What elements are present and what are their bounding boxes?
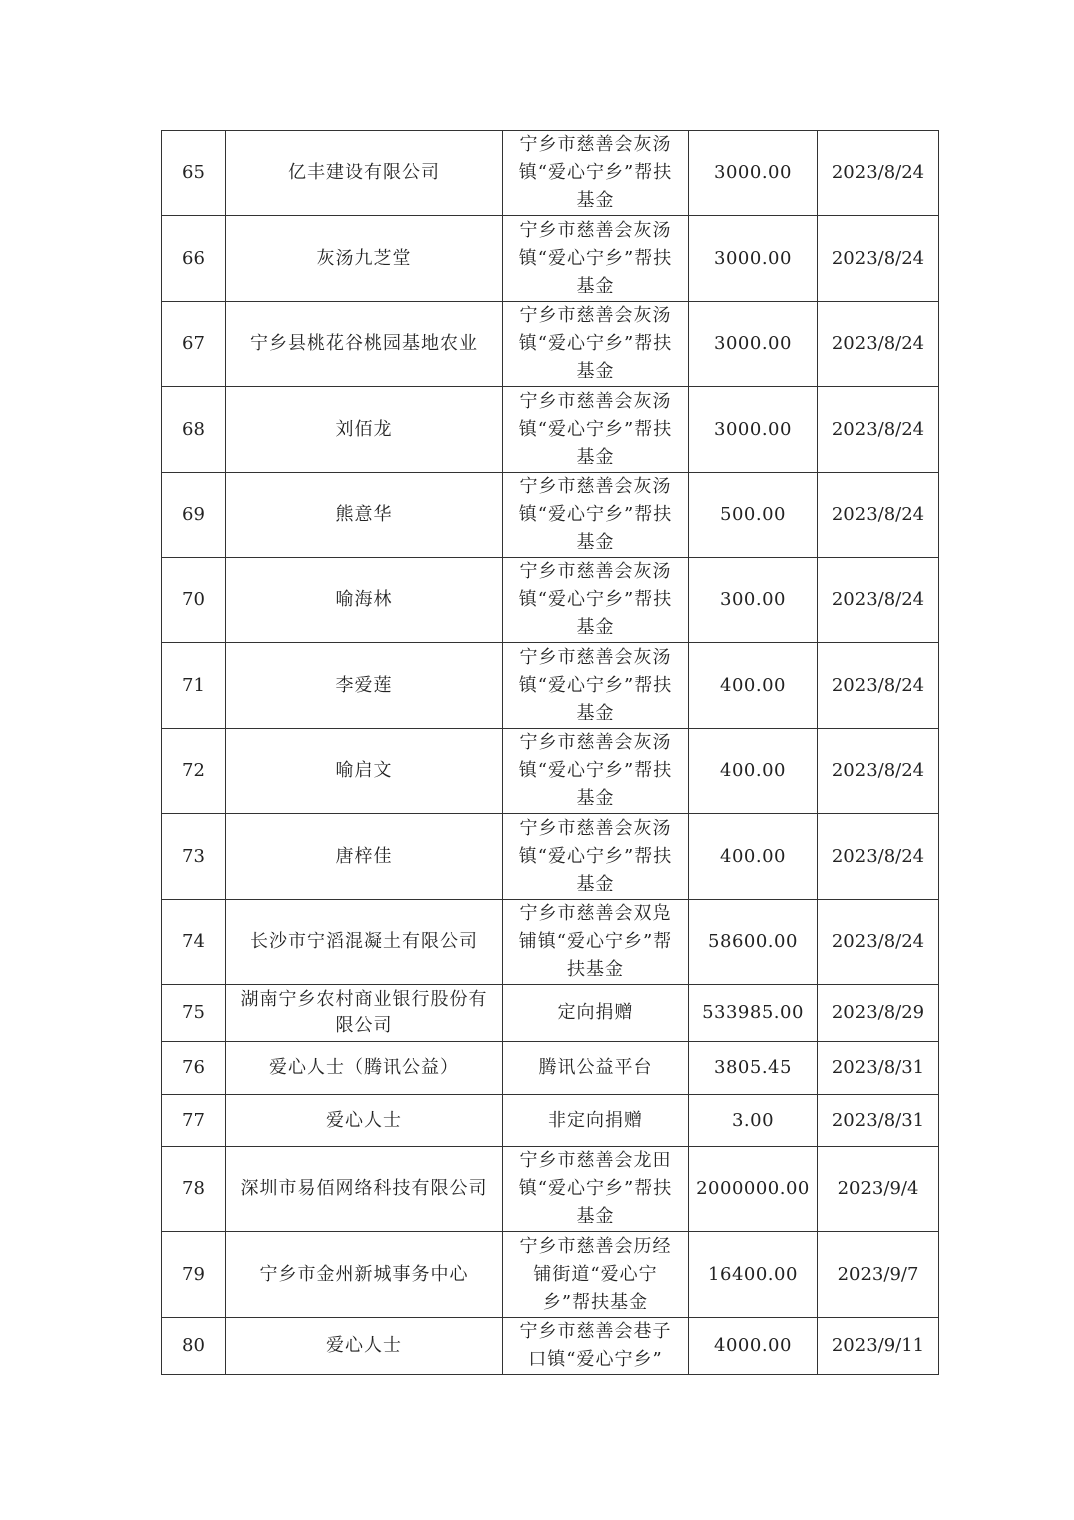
donation-purpose: 非定向捐赠 bbox=[503, 1095, 689, 1147]
donation-date: 2023/8/24 bbox=[818, 814, 939, 900]
donation-amount: 400.00 bbox=[689, 643, 818, 729]
row-number: 73 bbox=[162, 814, 226, 900]
donation-purpose: 宁乡市慈善会灰汤镇“爱心宁乡”帮扶基金 bbox=[503, 216, 689, 302]
donation-amount: 3000.00 bbox=[689, 131, 818, 216]
row-number: 74 bbox=[162, 900, 226, 985]
donor-name: 爱心人士 bbox=[226, 1318, 503, 1375]
donor-name: 熊意华 bbox=[226, 473, 503, 558]
donor-name: 爱心人士（腾讯公益） bbox=[226, 1042, 503, 1095]
row-number: 68 bbox=[162, 387, 226, 473]
donation-amount: 16400.00 bbox=[689, 1232, 818, 1318]
donation-amount: 300.00 bbox=[689, 558, 818, 643]
donor-name: 亿丰建设有限公司 bbox=[226, 131, 503, 216]
table-row bbox=[162, 302, 939, 387]
table-row bbox=[162, 900, 939, 985]
row-number: 80 bbox=[162, 1318, 226, 1375]
donation-purpose: 宁乡市慈善会灰汤镇“爱心宁乡”帮扶基金 bbox=[503, 729, 689, 814]
row-number: 67 bbox=[162, 302, 226, 387]
donation-amount: 4000.00 bbox=[689, 1318, 818, 1375]
donor-name: 灰汤九芝堂 bbox=[226, 216, 503, 302]
donation-amount: 3000.00 bbox=[689, 216, 818, 302]
table-row bbox=[162, 814, 939, 900]
donor-name: 爱心人士 bbox=[226, 1095, 503, 1147]
donor-name: 宁乡县桃花谷桃园基地农业 bbox=[226, 302, 503, 387]
row-number: 70 bbox=[162, 558, 226, 643]
donation-date: 2023/9/4 bbox=[818, 1147, 939, 1232]
row-number: 69 bbox=[162, 473, 226, 558]
table-row bbox=[162, 729, 939, 814]
row-number: 77 bbox=[162, 1095, 226, 1147]
donation-amount: 3805.45 bbox=[689, 1042, 818, 1095]
donation-purpose: 宁乡市慈善会灰汤镇“爱心宁乡”帮扶基金 bbox=[503, 473, 689, 558]
donation-purpose: 宁乡市慈善会灰汤镇“爱心宁乡”帮扶基金 bbox=[503, 302, 689, 387]
table-row bbox=[162, 131, 939, 216]
donor-name: 刘佰龙 bbox=[226, 387, 503, 473]
donation-amount: 3000.00 bbox=[689, 387, 818, 473]
donation-amount: 533985.00 bbox=[689, 985, 818, 1042]
row-number: 75 bbox=[162, 985, 226, 1042]
donation-purpose: 腾讯公益平台 bbox=[503, 1042, 689, 1095]
row-number: 78 bbox=[162, 1147, 226, 1232]
donation-purpose: 宁乡市慈善会双凫铺镇“爱心宁乡”帮扶基金 bbox=[503, 900, 689, 985]
donor-name: 深圳市易佰网络科技有限公司 bbox=[226, 1147, 503, 1232]
table-row bbox=[162, 1042, 939, 1095]
table-row bbox=[162, 387, 939, 473]
donation-amount: 400.00 bbox=[689, 729, 818, 814]
donation-amount: 2000000.00 bbox=[689, 1147, 818, 1232]
donation-date: 2023/8/24 bbox=[818, 900, 939, 985]
table-row bbox=[162, 1095, 939, 1147]
donation-purpose: 宁乡市慈善会龙田镇“爱心宁乡”帮扶基金 bbox=[503, 1147, 689, 1232]
donation-date: 2023/8/24 bbox=[818, 473, 939, 558]
row-number: 72 bbox=[162, 729, 226, 814]
donation-purpose: 宁乡市慈善会灰汤镇“爱心宁乡”帮扶基金 bbox=[503, 387, 689, 473]
table-row bbox=[162, 1147, 939, 1232]
table-row bbox=[162, 1232, 939, 1318]
donation-purpose: 宁乡市慈善会灰汤镇“爱心宁乡”帮扶基金 bbox=[503, 558, 689, 643]
donor-name: 李爱莲 bbox=[226, 643, 503, 729]
row-number: 65 bbox=[162, 131, 226, 216]
donation-purpose: 宁乡市慈善会灰汤镇“爱心宁乡”帮扶基金 bbox=[503, 643, 689, 729]
donation-date: 2023/8/24 bbox=[818, 729, 939, 814]
donor-name: 喻启文 bbox=[226, 729, 503, 814]
table-row bbox=[162, 473, 939, 558]
row-number: 79 bbox=[162, 1232, 226, 1318]
donation-date: 2023/8/24 bbox=[818, 558, 939, 643]
row-number: 76 bbox=[162, 1042, 226, 1095]
donor-name: 喻海林 bbox=[226, 558, 503, 643]
table-row bbox=[162, 643, 939, 729]
donation-amount: 400.00 bbox=[689, 814, 818, 900]
row-number: 71 bbox=[162, 643, 226, 729]
donation-date: 2023/8/31 bbox=[818, 1042, 939, 1095]
donation-amount: 58600.00 bbox=[689, 900, 818, 985]
table-row bbox=[162, 558, 939, 643]
donation-table bbox=[161, 130, 939, 1375]
donation-purpose: 定向捐赠 bbox=[503, 985, 689, 1042]
donation-purpose: 宁乡市慈善会巷子口镇“爱心宁乡” bbox=[503, 1318, 689, 1375]
donation-purpose: 宁乡市慈善会灰汤镇“爱心宁乡”帮扶基金 bbox=[503, 131, 689, 216]
donation-amount: 500.00 bbox=[689, 473, 818, 558]
donation-purpose: 宁乡市慈善会灰汤镇“爱心宁乡”帮扶基金 bbox=[503, 814, 689, 900]
table-row bbox=[162, 216, 939, 302]
donation-date: 2023/8/24 bbox=[818, 216, 939, 302]
row-number: 66 bbox=[162, 216, 226, 302]
donation-date: 2023/8/24 bbox=[818, 131, 939, 216]
donor-name: 唐梓佳 bbox=[226, 814, 503, 900]
donation-purpose: 宁乡市慈善会历经铺街道“爱心宁乡”帮扶基金 bbox=[503, 1232, 689, 1318]
donation-date: 2023/8/24 bbox=[818, 643, 939, 729]
donation-amount: 3000.00 bbox=[689, 302, 818, 387]
donation-amount: 3.00 bbox=[689, 1095, 818, 1147]
donation-date: 2023/8/24 bbox=[818, 387, 939, 473]
donor-name: 长沙市宁滔混凝土有限公司 bbox=[226, 900, 503, 985]
donor-name: 宁乡市金州新城事务中心 bbox=[226, 1232, 503, 1318]
donation-date: 2023/8/29 bbox=[818, 985, 939, 1042]
table-row bbox=[162, 1318, 939, 1375]
donation-date: 2023/8/24 bbox=[818, 302, 939, 387]
donation-date: 2023/8/31 bbox=[818, 1095, 939, 1147]
donation-date: 2023/9/7 bbox=[818, 1232, 939, 1318]
donation-date: 2023/9/11 bbox=[818, 1318, 939, 1375]
donor-name: 湖南宁乡农村商业银行股份有限公司 bbox=[226, 985, 503, 1042]
table-row bbox=[162, 985, 939, 1042]
